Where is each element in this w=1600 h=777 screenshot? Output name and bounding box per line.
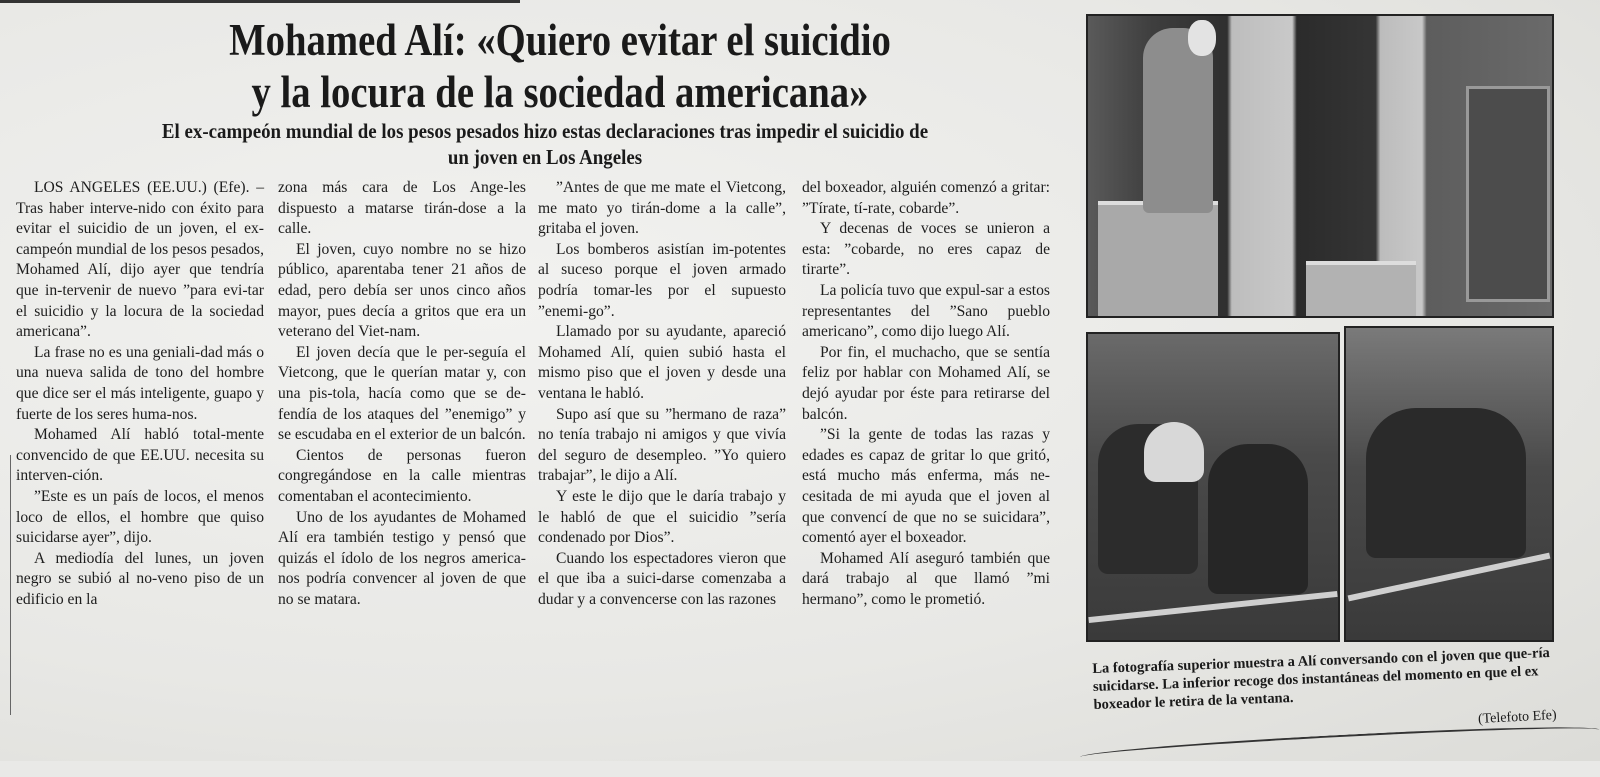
paragraph: Uno de los ayudantes de Mohamed Alí era también testigo y pensó que quizás el ídolo de los negros america-nos podría convencer al joven de que no se matara. [278, 508, 526, 608]
paragraph: Por fin, el muchacho, que se sentía feliz por hablar con Mohamed Alí, se dejó ayudar por éste para retirarse del balcón. [802, 343, 1050, 423]
headline-line-1: Mohamed Alí: «Quiero evitar el suicidio [229, 15, 891, 65]
article-column-1 [16, 178, 264, 610]
hood-shape [1144, 422, 1204, 482]
photo-block [1082, 8, 1560, 648]
photo-credit: (Telefoto Efe) [1477, 707, 1558, 728]
paragraph: La frase no es una geniali-dad más o una nueva salida de tono del hombre que dice ser el más inteligente, guapo y fuerte de los seres huma-nos. [16, 343, 264, 423]
paragraph: ”Si la gente de todas las razas y edades es capaz de gritar lo que gritó, está mucho más enferma, más ne-cesitada de mi ayuda que el joven al que convencí de que no se suicidara”, comentó ayer el boxeador. [802, 426, 1050, 547]
top-rule-divider [0, 0, 520, 3]
paragraph: ”Este es un país de locos, el menos loco de ellos, el hombre que quiso suicidarse ayer”, dijo. [16, 487, 264, 547]
paragraph: del boxeador, alguién comenzó a gritar: ”Tírate, tí-rate, cobarde”. [802, 179, 1050, 217]
photo-bottom-left [1086, 332, 1340, 642]
paragraph: Llamado por su ayudante, apareció Mohamed Alí, quien subió hasta el mismo piso que el joven y desde una ventana le habló. [538, 323, 786, 402]
headline [130, 14, 990, 118]
balcony-shape [1098, 201, 1218, 318]
photo-bottom-right [1344, 326, 1554, 642]
paragraph: El joven, cuyo nombre no se hizo público, aparentaba tener 21 años de edad, pero debía ser unos cinco años mayor, pues decía a gritos que era un veterano del Viet-nam. [278, 240, 526, 341]
paragraph: Los bomberos asistían im-potentes al suceso porque el joven armado podría tomar-les por el supuesto ”enemi-go”. [538, 240, 786, 320]
paragraph: LOS ANGELES (EE.UU.) (Efe). – Tras haber interve-nido con éxito para evitar el suicidio de un joven, el ex-campeón mundial de los pesos pesados, Mohamed Alí, dijo ayer que tendría que in-tervenir de nuevo ”para evi-tar el suicidio y la locura de la sociedad americana”. [16, 179, 264, 341]
paragraph: Cuando los espectadores vieron que el que iba a suici-darse comenzaba a dudar y a convencerse con las razones [538, 549, 786, 608]
paragraph: A mediodía del lunes, un joven negro se subió al no-veno piso de un edificio en la [16, 549, 264, 608]
article-column-3 [538, 178, 786, 610]
article-column-2 [278, 178, 526, 610]
article-body [16, 178, 1076, 738]
headline-line-2: y la locura de la sociedad americana» [251, 67, 869, 117]
subhead-line-1: El ex-campeón mundial de los pesos pesados hizo estas declaraciones tras impedir el suicidio de [161, 119, 929, 143]
subheadline [73, 118, 1018, 170]
paragraph: Mohamed Alí aseguró también que dará trabajo al que llamó ”mi hermano”, como le prometió. [802, 549, 1050, 608]
hood-shape [1188, 20, 1216, 56]
person-figure [1208, 444, 1308, 594]
paragraph: Y este le dijo que le daría trabajo y le habló de que el suicidio ”sería condenado por Dios”. [538, 487, 786, 547]
subhead-line-2: un joven en Los Angeles [447, 145, 643, 169]
page-edge-curve [1080, 721, 1600, 776]
balcony-rail [1088, 591, 1337, 623]
paragraph: Mohamed Alí habló total-mente convencido de que EE.UU. necesita su interven-ción. [16, 426, 264, 485]
window-shape [1466, 86, 1550, 302]
paragraph: Supo así que su ”hermano de raza” no tenía trabajo ni amigos y que vivía del seguro de desempleo. ”Yo quiero trabajar”, le dijo a Alí. [538, 405, 786, 485]
left-margin-rule [10, 455, 11, 715]
article-column-4 [802, 178, 1050, 610]
paragraph: El joven decía que le per-seguía el Vietcong, que le querían matar y, con una pis-tola, hacía como que se de-fendía de los ataques del ”enemigo” y se escudaba en el exterior de un balcón. [278, 343, 526, 444]
paragraph: zona más cara de Los Ange-les dispuesto a matarse tirán-dose a la calle. [278, 179, 526, 238]
balcony-shape [1306, 261, 1416, 318]
paragraph: Cientos de personas fueron congregándose en la calle mientras comentaban el acontecimiento. [278, 446, 526, 505]
person-figure [1366, 408, 1526, 558]
balcony-rail [1348, 553, 1551, 602]
paragraph: Y decenas de voces se unieron a esta: ”cobarde, no eres capaz de tirarte”. [802, 220, 1050, 279]
photo-caption: La fotografía superior muestra a Alí conversando con el joven que que-ría suicidarse. La inferior recoge dos instantáneas del momento en que el ex boxeador le retira de la ventana. [1092, 645, 1550, 713]
paragraph: La policía tuvo que expul-sar a estos representantes del ”Sano pueblo americano”, como dijo luego Alí. [802, 281, 1050, 341]
photo-top-balcony-window [1086, 14, 1554, 318]
paragraph: ”Antes de que me mate el Vietcong, me mato yo tirán-dome a la calle”, gritaba el joven. [538, 179, 786, 238]
